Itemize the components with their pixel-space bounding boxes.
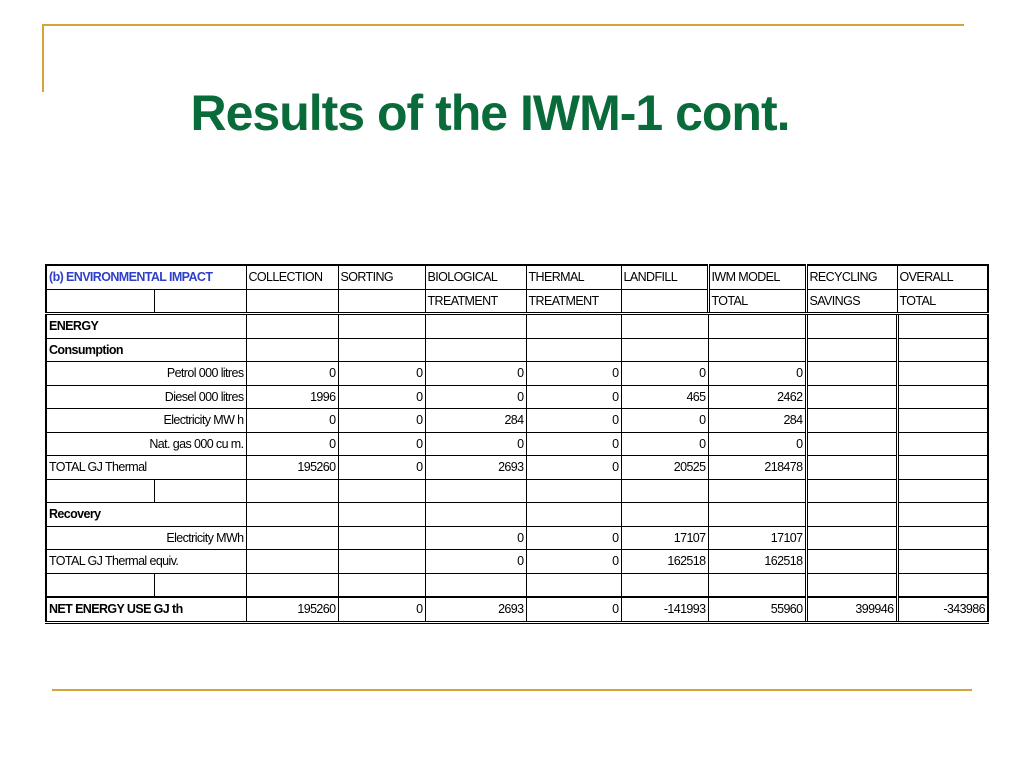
table-cell [246, 479, 338, 503]
table-cell: 55960 [708, 597, 806, 622]
table-cell [897, 456, 988, 480]
column-header-sub [621, 289, 708, 314]
table-cell [338, 314, 425, 339]
table-cell [621, 503, 708, 527]
table-cell: 0 [526, 597, 621, 622]
table-cell [806, 573, 897, 597]
table-row [46, 409, 988, 433]
row-label [46, 479, 154, 503]
table-row [46, 479, 988, 503]
row-label [46, 573, 154, 597]
table-cell: 0 [425, 526, 526, 550]
table-cell [338, 479, 425, 503]
table-cell [897, 503, 988, 527]
table-cell: 0 [425, 432, 526, 456]
table-cell [708, 503, 806, 527]
table-cell: 0 [526, 362, 621, 386]
table-cell: 0 [708, 432, 806, 456]
table-cell [526, 503, 621, 527]
table-cell: 284 [708, 409, 806, 433]
table-cell: 0 [246, 432, 338, 456]
table-cell: 2693 [425, 597, 526, 622]
table-cell [806, 432, 897, 456]
table-cell: 0 [338, 456, 425, 480]
table-cell: 399946 [806, 597, 897, 622]
row-label-spacer [154, 479, 246, 503]
table-cell [526, 479, 621, 503]
table-cell [621, 479, 708, 503]
row-label: ENERGY [46, 314, 246, 339]
column-header-sub [246, 289, 338, 314]
row-label: Recovery [46, 503, 246, 527]
row-label-spacer [154, 573, 246, 597]
table-cell: 2462 [708, 385, 806, 409]
table-cell: 0 [526, 385, 621, 409]
table-cell [425, 573, 526, 597]
header-row-2 [46, 289, 988, 314]
table-cell: 0 [526, 456, 621, 480]
table-cell [897, 385, 988, 409]
column-header-sub: TOTAL [897, 289, 988, 314]
table-cell [806, 409, 897, 433]
row-label: Petrol 000 litres [46, 362, 246, 386]
table-section-title: (b) ENVIRONMENTAL IMPACT [46, 265, 246, 289]
column-header-sub [46, 289, 154, 314]
table-cell: 0 [425, 362, 526, 386]
table-cell: 0 [621, 409, 708, 433]
table-cell: 195260 [246, 597, 338, 622]
table-cell [425, 314, 526, 339]
table-row [46, 573, 988, 597]
table-cell [526, 314, 621, 339]
table-cell [897, 409, 988, 433]
table-cell: 0 [526, 409, 621, 433]
table-cell [708, 314, 806, 339]
column-header: OVERALL [897, 265, 988, 289]
table-cell: 218478 [708, 456, 806, 480]
table-cell [897, 526, 988, 550]
table-cell: 1996 [246, 385, 338, 409]
table-cell [806, 503, 897, 527]
table-cell [425, 503, 526, 527]
row-label: TOTAL GJ Thermal equiv. [46, 550, 246, 574]
table-cell [897, 314, 988, 339]
energy-results-table-container [45, 264, 989, 624]
table-cell [708, 338, 806, 362]
table-cell [897, 479, 988, 503]
column-header: BIOLOGICAL [425, 265, 526, 289]
table-cell: -141993 [621, 597, 708, 622]
table-cell: 0 [338, 409, 425, 433]
column-header-sub [338, 289, 425, 314]
table-cell: 0 [338, 597, 425, 622]
table-cell: 0 [338, 432, 425, 456]
table-cell [246, 314, 338, 339]
table-cell [621, 314, 708, 339]
table-cell [526, 573, 621, 597]
table-cell [897, 573, 988, 597]
table-cell [526, 338, 621, 362]
table-cell [338, 338, 425, 362]
table-cell [708, 573, 806, 597]
column-header-sub: TREATMENT [526, 289, 621, 314]
row-label: Electricity MWh [46, 526, 246, 550]
table-cell [806, 385, 897, 409]
column-header: LANDFILL [621, 265, 708, 289]
table-cell: 465 [621, 385, 708, 409]
table-cell [806, 456, 897, 480]
table-cell: 0 [338, 385, 425, 409]
table-cell [897, 362, 988, 386]
table-cell: 0 [425, 550, 526, 574]
table-cell [425, 479, 526, 503]
left-accent-line [42, 26, 44, 92]
table-row [46, 385, 988, 409]
table-cell [897, 550, 988, 574]
table-cell [806, 550, 897, 574]
bottom-accent-line [52, 689, 972, 691]
table-cell: 20525 [621, 456, 708, 480]
column-header-sub: TREATMENT [425, 289, 526, 314]
table-row [46, 362, 988, 386]
table-row [46, 526, 988, 550]
table-cell [806, 362, 897, 386]
row-label: Electricity MW h [46, 409, 246, 433]
column-header: THERMAL [526, 265, 621, 289]
table-row [46, 456, 988, 480]
table-row [46, 597, 988, 622]
table-row [46, 314, 988, 339]
row-label: NET ENERGY USE GJ th [46, 597, 246, 622]
table-cell: 284 [425, 409, 526, 433]
table-cell: 0 [338, 362, 425, 386]
table-cell: 195260 [246, 456, 338, 480]
table-cell [338, 573, 425, 597]
table-cell [621, 338, 708, 362]
table-cell [246, 573, 338, 597]
table-cell [338, 550, 425, 574]
table-cell [246, 526, 338, 550]
table-cell [338, 526, 425, 550]
slide-title: Results of the IWM-1 cont. [190, 85, 790, 141]
table-cell [806, 338, 897, 362]
table-cell [338, 503, 425, 527]
table-cell [246, 503, 338, 527]
table-cell [708, 479, 806, 503]
table-cell: -343986 [897, 597, 988, 622]
row-label: Diesel 000 litres [46, 385, 246, 409]
row-label: TOTAL GJ Thermal [46, 456, 246, 480]
column-header-sub: SAVINGS [806, 289, 897, 314]
header-row-1 [46, 265, 988, 289]
table-cell [246, 550, 338, 574]
table-cell [246, 338, 338, 362]
table-cell: 17107 [621, 526, 708, 550]
table-cell: 0 [246, 362, 338, 386]
table-row [46, 432, 988, 456]
energy-results-table [45, 264, 989, 624]
table-cell: 0 [526, 550, 621, 574]
table-cell: 0 [621, 362, 708, 386]
table-row [46, 338, 988, 362]
table-cell: 0 [621, 432, 708, 456]
table-cell [806, 479, 897, 503]
column-header: COLLECTION [246, 265, 338, 289]
table-row [46, 550, 988, 574]
column-header: SORTING [338, 265, 425, 289]
table-cell [806, 314, 897, 339]
table-cell: 0 [246, 409, 338, 433]
column-header: IWM MODEL [708, 265, 806, 289]
table-cell: 17107 [708, 526, 806, 550]
table-cell: 162518 [708, 550, 806, 574]
table-row [46, 503, 988, 527]
row-label: Consumption [46, 338, 246, 362]
table-cell: 0 [526, 432, 621, 456]
table-cell: 162518 [621, 550, 708, 574]
table-cell [806, 526, 897, 550]
table-cell [425, 338, 526, 362]
column-header-sub: TOTAL [708, 289, 806, 314]
table-cell [897, 432, 988, 456]
top-accent-line [42, 24, 964, 26]
table-cell: 2693 [425, 456, 526, 480]
table-cell: 0 [708, 362, 806, 386]
table-cell [897, 338, 988, 362]
column-header-sub [154, 289, 246, 314]
row-label: Nat. gas 000 cu m. [46, 432, 246, 456]
table-cell: 0 [526, 526, 621, 550]
column-header: RECYCLING [806, 265, 897, 289]
table-cell: 0 [425, 385, 526, 409]
table-cell [621, 573, 708, 597]
